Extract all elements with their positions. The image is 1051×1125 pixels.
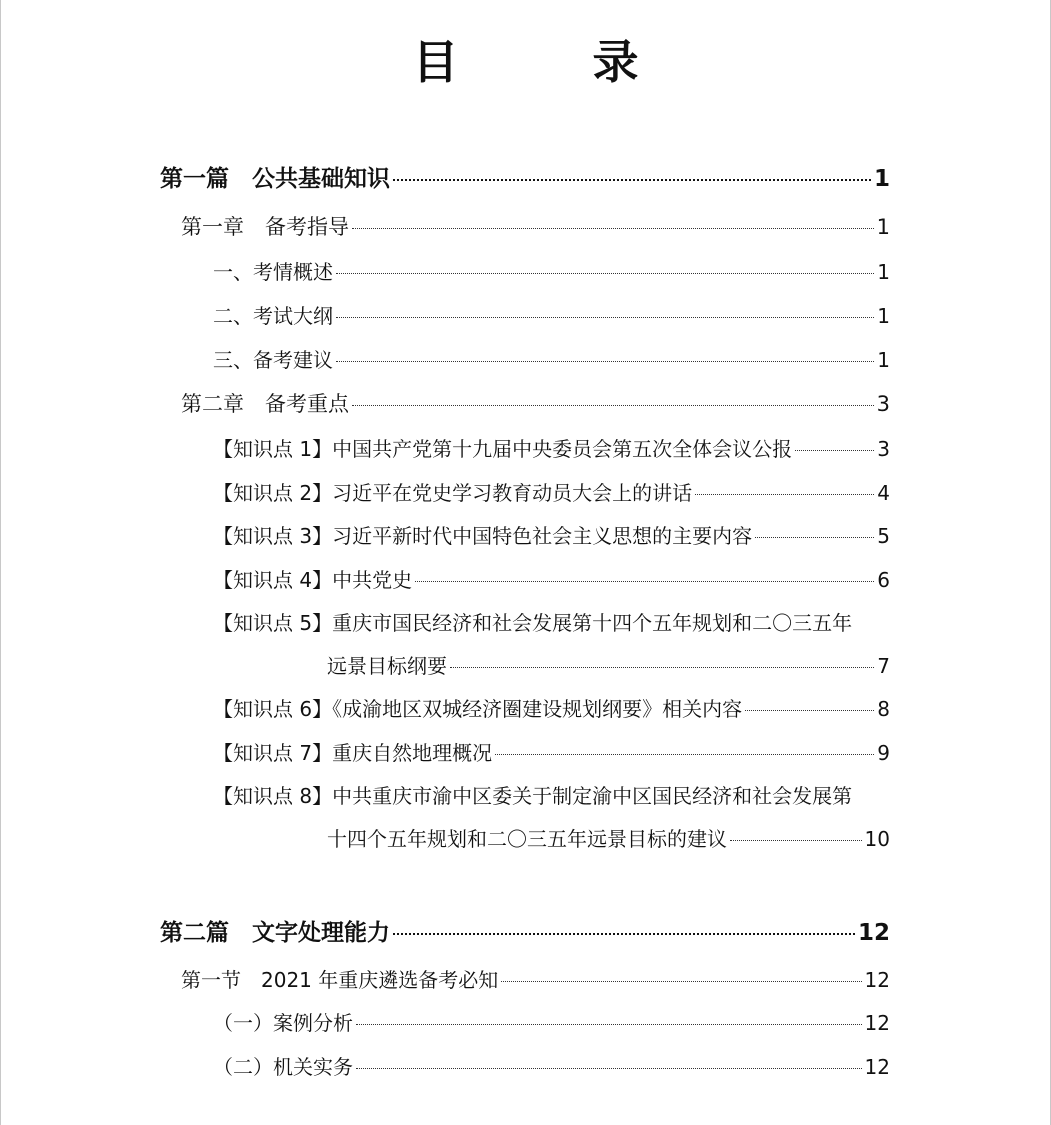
dot-leader: [336, 361, 874, 362]
toc-entry-page: 3: [876, 392, 890, 416]
toc-entry-chapter2[interactable]: [181, 391, 890, 417]
toc-entry-kp6[interactable]: [213, 696, 890, 722]
toc-entry-page: 3: [877, 437, 890, 461]
toc-entry-page: 1: [877, 260, 890, 284]
toc-entry-page: 12: [857, 920, 890, 946]
toc-entry-label: 【知识点 7】重庆自然地理概况: [213, 741, 493, 765]
toc-entry-part2[interactable]: [160, 920, 890, 946]
toc-entry-label: 十四个五年规划和二〇三五年远景目标的建议: [327, 827, 727, 851]
toc-entry-page: 6: [877, 568, 890, 592]
toc-entry-kp3[interactable]: [213, 523, 890, 549]
dot-leader: [356, 1068, 862, 1069]
dot-leader: [393, 179, 871, 181]
toc-entry-chapter1[interactable]: [181, 214, 890, 240]
dot-leader: [336, 273, 874, 274]
toc-entry-page: 1: [877, 304, 890, 328]
dot-leader: [450, 667, 874, 668]
toc-entry-page: 4: [877, 481, 890, 505]
toc-entry-kp8-line1[interactable]: 【知识点 8】中共重庆市渝中区委关于制定渝中区国民经济和社会发展第: [213, 784, 853, 808]
toc-entry-label: 第一章 备考指导: [181, 215, 349, 239]
toc-entry-sec1-b[interactable]: [213, 1054, 890, 1080]
dot-leader: [352, 405, 874, 406]
toc-entry-ch1-s3[interactable]: [213, 347, 890, 373]
toc-entry-label: 【知识点 3】习近平新时代中国特色社会主义思想的主要内容: [213, 524, 753, 548]
toc-entry-kp1[interactable]: [213, 436, 890, 462]
dot-leader: [495, 754, 874, 755]
dot-leader: [393, 933, 855, 935]
dot-leader: [730, 840, 862, 841]
toc-entry-sec1-a[interactable]: [213, 1010, 890, 1036]
toc-entry-label: 【知识点 6】《成渝地区双城经济圈建设规划纲要》相关内容: [213, 697, 743, 721]
toc-entry-ch1-s2[interactable]: [213, 303, 890, 329]
toc-entry-page: 1: [876, 215, 890, 239]
dot-leader: [415, 581, 874, 582]
toc-entry-sec1[interactable]: [181, 967, 890, 993]
toc-entry-page: 8: [877, 697, 890, 721]
dot-leader: [501, 981, 861, 982]
toc-entry-label: 第一节 2021 年重庆遴选备考必知: [181, 968, 499, 992]
toc-entry-page: 7: [877, 654, 890, 678]
dot-leader: [695, 494, 874, 495]
toc-entry-part1[interactable]: [160, 166, 890, 192]
toc-entry-label: 一、考情概述: [213, 260, 333, 284]
toc-entry-label: （一）案例分析: [213, 1011, 353, 1035]
toc-entry-page: 12: [864, 1011, 890, 1035]
dot-leader: [352, 228, 874, 229]
toc-entry-label: 【知识点 2】习近平在党史学习教育动员大会上的讲话: [213, 481, 693, 505]
toc-entry-kp5[interactable]: [327, 653, 890, 679]
toc-entry-label: 第二章 备考重点: [181, 392, 349, 416]
toc-entry-kp8[interactable]: [327, 826, 890, 852]
toc-entry-kp4[interactable]: [213, 567, 890, 593]
toc-entry-page: 12: [864, 968, 890, 992]
toc-entry-page: 1: [877, 348, 890, 372]
toc-entry-label: 第一篇 公共基础知识: [160, 166, 390, 192]
dot-leader: [356, 1024, 862, 1025]
dot-leader: [755, 537, 874, 538]
toc-entry-kp7[interactable]: [213, 740, 890, 766]
toc-entry-ch1-s1[interactable]: [213, 259, 890, 285]
toc-entry-label: 【知识点 1】中国共产党第十九届中央委员会第五次全体会议公报: [213, 437, 793, 461]
toc-entry-kp5-line1[interactable]: 【知识点 5】重庆市国民经济和社会发展第十四个五年规划和二〇三五年: [213, 611, 853, 635]
toc-entry-label: 三、备考建议: [213, 348, 333, 372]
dot-leader: [795, 450, 874, 451]
toc-entry-page: 5: [877, 524, 890, 548]
toc-entry-label: （二）机关实务: [213, 1055, 353, 1079]
toc-entry-label: 远景目标纲要: [327, 654, 447, 678]
toc-entry-label: 二、考试大纲: [213, 304, 333, 328]
page-title: 目 录: [412, 35, 683, 89]
dot-leader: [336, 317, 874, 318]
toc-entry-kp2[interactable]: [213, 480, 890, 506]
toc-entry-page: 10: [864, 827, 890, 851]
toc-entry-page: 1: [873, 166, 890, 192]
toc-entry-page: 12: [864, 1055, 890, 1079]
dot-leader: [745, 710, 874, 711]
toc-entry-label: 【知识点 4】中共党史: [213, 568, 413, 592]
toc-entry-page: 9: [877, 741, 890, 765]
toc-entry-label: 第二篇 文字处理能力: [160, 920, 390, 946]
